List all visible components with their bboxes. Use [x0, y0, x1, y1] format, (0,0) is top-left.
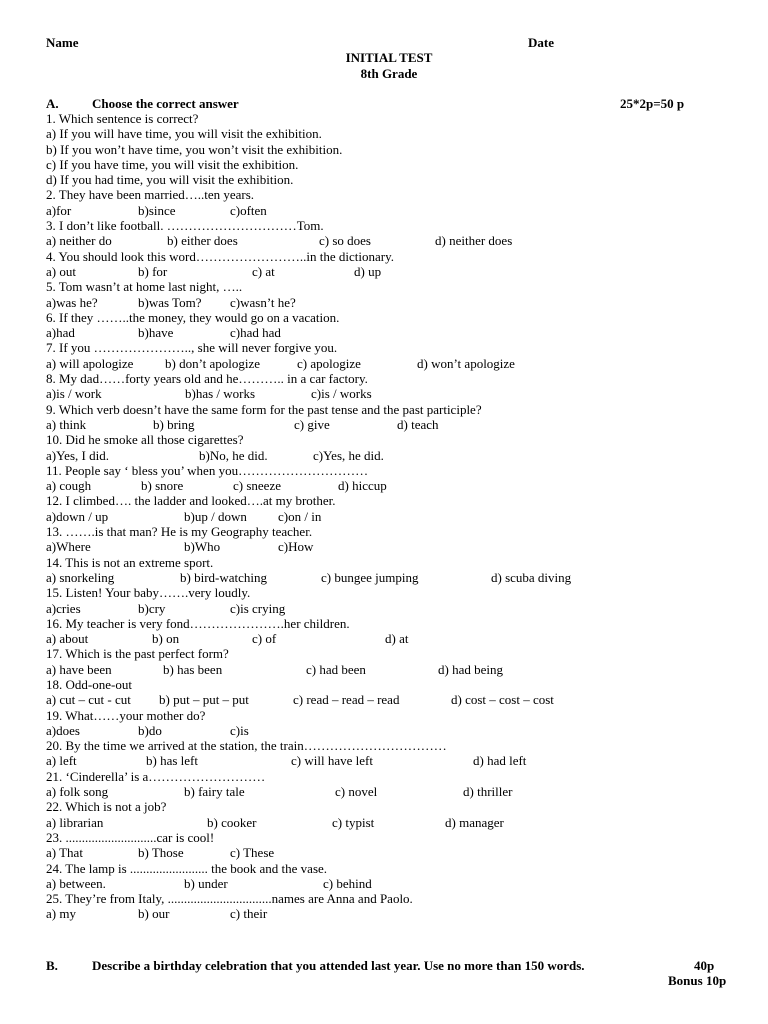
- answer-option: c)had had: [230, 325, 281, 341]
- question-text: 23. ............................car is cool!: [46, 829, 215, 845]
- answer-option: a) left: [46, 753, 77, 769]
- answer-option: a)cries: [46, 600, 81, 616]
- answer-option: a)down / up: [46, 508, 109, 524]
- answer-option: b)cry: [138, 600, 166, 616]
- answer-option: a) have been: [46, 661, 112, 677]
- answer-option: c)How: [278, 539, 314, 555]
- answer-option: b) for: [138, 263, 168, 279]
- answer-option: a)Where: [46, 539, 91, 555]
- answer-options: [46, 448, 746, 463]
- answer-option: b)No, he did.: [199, 447, 268, 463]
- question-text: 13. …….is that man? He is my Geography teacher.: [46, 524, 313, 540]
- answer-option: d) had being: [438, 661, 503, 677]
- answer-options: [46, 845, 746, 860]
- answer-option: c) sneeze: [233, 478, 281, 494]
- question-text: 12. I climbed…. the ladder and looked….at my brother.: [46, 493, 336, 509]
- answer-option: a) folk song: [46, 784, 109, 800]
- answer-option: d) scuba diving: [491, 569, 572, 585]
- answer-option: c) give: [294, 416, 330, 432]
- answer-option: b)has / works: [185, 386, 256, 402]
- answer-option: c) novel: [335, 784, 378, 800]
- answer-options: [46, 906, 746, 921]
- answer-option: c) read – read – read: [293, 692, 400, 708]
- section-a-points: 25*2p=50 p: [620, 96, 685, 111]
- answer-option: d) had left: [473, 753, 527, 769]
- question-text: 16. My teacher is very fond………………….her children.: [46, 615, 350, 631]
- answer-option: c) so does: [319, 233, 371, 249]
- answer-options: [46, 203, 746, 218]
- answer-option: a)is / work: [46, 386, 102, 402]
- answer-option: c) behind: [323, 875, 372, 891]
- answer-options: [46, 386, 746, 401]
- answer-option: a)does: [46, 722, 80, 738]
- answer-options: [46, 570, 746, 585]
- answer-options: [46, 876, 746, 891]
- answer-option: d) thriller: [463, 784, 513, 800]
- answer-option: a)for: [46, 202, 72, 218]
- answer-option: c) apologize: [297, 355, 361, 371]
- answer-option: d) up: [354, 263, 382, 279]
- answer-options: [46, 509, 746, 524]
- answer-option: b) has been: [163, 661, 223, 677]
- date-label: Date: [528, 35, 554, 50]
- section-b-points: 40p: [694, 958, 715, 973]
- answer-option: d) hiccup: [338, 478, 387, 494]
- question-text: 17. Which is the past perfect form?: [46, 646, 229, 662]
- answer-option: a) about: [46, 631, 89, 647]
- answer-options: [46, 233, 746, 248]
- answer-option: b)have: [138, 325, 174, 341]
- answer-options: [46, 723, 746, 738]
- answer-option: c)is / works: [311, 386, 372, 402]
- test-subtitle: 8th Grade: [360, 66, 418, 81]
- answer-options: [46, 478, 746, 493]
- answer-options: [46, 356, 746, 371]
- answer-option: c)is crying: [230, 600, 286, 616]
- question-text: 24. The lamp is ........................ the book and the vase.: [46, 860, 328, 876]
- answer-option: a) out: [46, 263, 76, 279]
- answer-options: [46, 295, 746, 310]
- answer-option: d) won’t apologize: [417, 355, 515, 371]
- answer-options: [46, 417, 746, 432]
- answer-options: [46, 753, 746, 768]
- answer-option: c) will have left: [291, 753, 373, 769]
- answer-options: [46, 264, 746, 279]
- answer-option: b) fairy tale: [184, 784, 245, 800]
- question-text: 6. If they ……..the money, they would go on a vacation.: [46, 309, 340, 325]
- question-text: 3. I don’t like football. …………………………Tom.: [46, 218, 324, 234]
- answer-option: c) typist: [332, 814, 375, 830]
- answer-option: b) put – put – put: [159, 692, 249, 708]
- answer-option: a) snorkeling: [46, 569, 115, 585]
- answer-option: c)often: [230, 202, 267, 218]
- answer-option: a) my: [46, 906, 76, 922]
- question-text: 20. By the time we arrived at the station, the train……………………………: [46, 738, 447, 754]
- answer-option: a) cough: [46, 478, 92, 494]
- answer-option: a) will apologize: [46, 355, 134, 371]
- question-text: 1. Which sentence is correct?: [46, 111, 199, 126]
- answer-option: b)do: [138, 722, 162, 738]
- answer-option: d) at: [385, 631, 409, 647]
- question-text: 8. My dad……forty years old and he……….. in a car factory.: [46, 371, 368, 387]
- answer-option: b)since: [138, 202, 176, 218]
- answer-option: d) cost – cost – cost: [451, 692, 554, 708]
- answer-option: b) our: [138, 906, 170, 922]
- answer-option: b) either does: [167, 233, 238, 249]
- answer-option: c)on / in: [278, 508, 322, 524]
- answer-option: c) had been: [306, 661, 366, 677]
- answer-option: b) bird-watching: [180, 569, 268, 585]
- answer-option: b) Those: [138, 845, 184, 861]
- question-text: b) If you won’t have time, you won’t visit the exhibition.: [46, 141, 343, 157]
- answer-option: d) teach: [397, 416, 439, 432]
- name-label: Name: [46, 35, 79, 50]
- answer-option: a) cut – cut - cut: [46, 692, 131, 708]
- answer-option: b) snore: [141, 478, 184, 494]
- answer-options: [46, 539, 746, 554]
- question-text: 9. Which verb doesn’t have the same form for the past tense and the past participle?: [46, 401, 482, 417]
- answer-option: b)up / down: [184, 508, 247, 524]
- answer-option: b) under: [184, 875, 228, 891]
- answer-option: c)Yes, he did.: [313, 447, 384, 463]
- section-a-letter: A.: [46, 96, 59, 111]
- question-text: 7. If you ………………….., she will never forgive you.: [46, 340, 338, 356]
- question-text: 5. Tom wasn’t at home last night, …..: [46, 279, 243, 295]
- answer-options: [46, 815, 746, 830]
- answer-options: [46, 784, 746, 799]
- answer-option: c) bungee jumping: [321, 569, 419, 585]
- answer-option: c) their: [230, 906, 268, 922]
- answer-options: [46, 631, 746, 646]
- answer-option: a) That: [46, 845, 83, 861]
- answer-option: b) bring: [153, 416, 195, 432]
- question-text: 4. You should look this word……………………..in the dictionary.: [46, 248, 394, 264]
- question-text: a) If you will have time, you will visit the exhibition.: [46, 126, 322, 142]
- answer-option: b) has left: [146, 753, 198, 769]
- answer-option: b) cooker: [207, 814, 257, 830]
- section-b-instruction: Describe a birthday celebration that you attended last year. Use no more than 150 words.: [92, 958, 585, 973]
- section-b-letter: B.: [46, 958, 58, 973]
- question-text: c) If you have time, you will visit the exhibition.: [46, 156, 299, 172]
- question-text: 11. People say ‘ bless you’ when you…………………………: [46, 462, 369, 478]
- answer-option: c) at: [252, 263, 275, 279]
- answer-option: a) between.: [46, 875, 106, 891]
- answer-option: c) These: [230, 845, 275, 861]
- question-text: 15. Listen! Your baby…….very loudly.: [46, 585, 251, 601]
- question-text: 2. They have been married…..ten years.: [46, 187, 255, 203]
- question-text: 25. They’re from Italy, ................................names are Anna and Paolo.: [46, 891, 413, 907]
- questions-list: [46, 111, 746, 922]
- answer-option: b) on: [152, 631, 180, 647]
- answer-option: b) don’t apologize: [165, 355, 261, 371]
- answer-option: d) manager: [445, 814, 504, 830]
- question-text: d) If you had time, you will visit the exhibition.: [46, 172, 294, 188]
- answer-option: a) neither do: [46, 233, 112, 249]
- answer-options: [46, 325, 746, 340]
- answer-option: a)was he?: [46, 294, 98, 310]
- answer-option: a)Yes, I did.: [46, 447, 109, 463]
- section-b-bonus: Bonus 10p: [668, 973, 727, 988]
- answer-option: b)was Tom?: [138, 294, 202, 310]
- answer-option: c)is: [230, 722, 249, 738]
- question-text: 10. Did he smoke all those cigarettes?: [46, 432, 244, 448]
- answer-options: [46, 692, 746, 707]
- answer-options: [46, 601, 746, 616]
- question-text: 22. Which is not a job?: [46, 799, 167, 815]
- test-title: INITIAL TEST: [345, 50, 433, 65]
- answer-options: [46, 662, 746, 677]
- answer-option: b)Who: [184, 539, 221, 555]
- answer-option: c)wasn’t he?: [230, 294, 296, 310]
- section-a-instruction: Choose the correct answer: [92, 96, 239, 111]
- answer-option: d) neither does: [435, 233, 513, 249]
- question-text: 18. Odd-one-out: [46, 676, 132, 692]
- answer-option: a) think: [46, 416, 87, 432]
- answer-option: c) of: [252, 631, 277, 647]
- question-text: 21. ‘Cinderella’ is a………………………: [46, 768, 266, 784]
- answer-option: a)had: [46, 325, 75, 341]
- answer-option: a) librarian: [46, 814, 104, 830]
- question-text: 19. What……your mother do?: [46, 707, 206, 723]
- question-text: 14. This is not an extreme sport.: [46, 554, 214, 570]
